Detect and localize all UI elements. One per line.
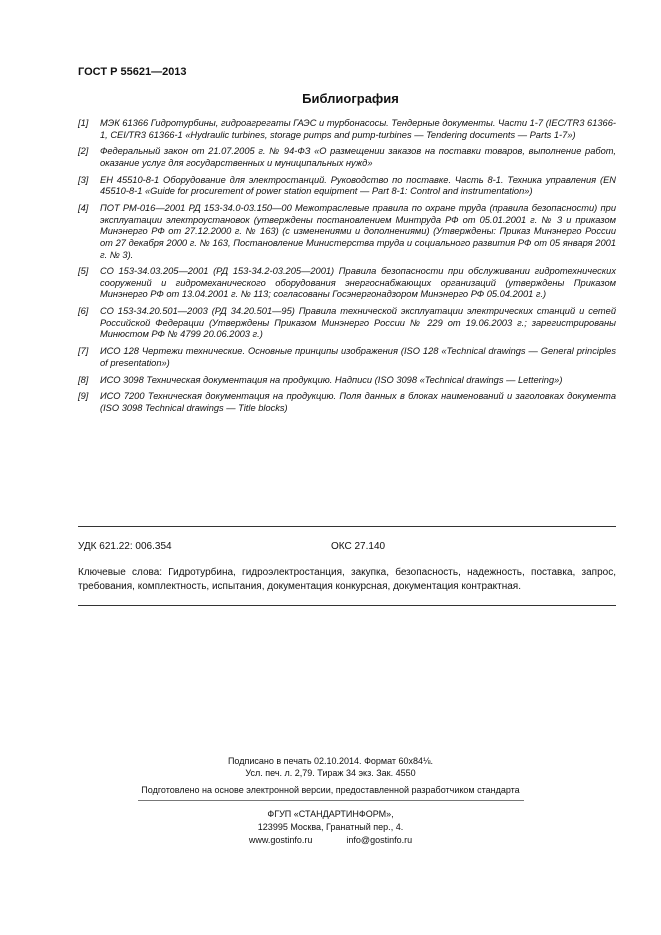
reference-item	[78, 391, 616, 414]
reference-item	[78, 146, 616, 169]
reference-number: [9]	[78, 391, 89, 402]
reference-number: [4]	[78, 203, 89, 214]
reference-text: ИСО 128 Чертежи технические. Основные принципы изображения (ISO 128 «Technical drawings — General principles of presentation»)	[100, 346, 616, 368]
keywords: Ключевые слова: Гидротурбина, гидроэлектростанция, закупка, безопасность, надежность, поставка, запрос, требования, комплектность, испытания, документация конкурсная, документация контрактная.	[78, 567, 616, 592]
print-info: Усл. печ. л. 2,79. Тираж 34 экз. Зак. 4550	[245, 768, 416, 778]
reference-text: ЕН 45510-8-1 Оборудование для электростанций. Руководство по поставке. Часть 8-1. Техника управления (EN 45510-8-1 «Guide for procurement of power station equipment — Part 8-1: Control and instrumentation»)	[100, 174, 616, 197]
reference-text: СО 153-34.03.205—2001 (РД 153-34.2-03.205—2001) Правила безопасности при обслуживании гидротехнических сооружений и гидромеханического оборудования энергоснабжающих организаций (утверждены Приказом Минэнерго РФ от 13.04.2001 г. № 113; согласованы Госэнергонадзором Минэнерго РФ 05.04.2001 г.)	[100, 266, 616, 300]
publisher-address: 123995 Москва, Гранатный пер., 4.	[257, 822, 404, 832]
website-link[interactable]: www.gostinfo.ru	[248, 835, 313, 845]
reference-item	[78, 203, 616, 261]
divider	[78, 526, 616, 527]
reference-item	[78, 175, 616, 198]
reference-text: ИСО 3098 Техническая документация на продукцию. Надписи (ISO 3098 «Technical drawings — Lettering»)	[100, 374, 563, 385]
reference-text: СО 153-34.20.501—2003 (РД 34.20.501—95) Правила технической эксплуатации электрических станций и сетей Российской Федерации (Утверждены Приказом Минэнерго России № 229 от 19.06.2003 г.; зарегистрированы Минюстом РФ № 4799 20.06.2003 г.)	[100, 306, 616, 340]
divider	[138, 800, 524, 801]
bibliography-title: Библиография	[302, 91, 399, 106]
reference-item	[78, 375, 616, 387]
reference-text: МЭК 61366 Гидротурбины, гидроагрегаты ГАЭС и турбонасосы. Тендерные документы. Части 1-7 (IEC/TR3 61366-1, CEI/TR3 61366-1 «Hydraulic turbines, storage pumps and pump-turbines — Tendering documents — Parts 1-7»)	[100, 118, 616, 140]
divider	[78, 605, 616, 606]
signed-to-print: Подписано в печать 02.10.2014. Формат 60x84⅛.	[227, 756, 434, 766]
udc-code: УДК 621.22: 006.354	[78, 541, 172, 552]
reference-number: [6]	[78, 306, 89, 317]
reference-text: ПОТ РМ-016—2001 РД 153-34.0-03.150—00 Межотраслевые правила по охране труда (правила безопасности) при эксплуатации электроустановок (утверждены постановлением Минтруда РФ от 05.01.2001 г. № 3 и приказом Минэнерго РФ от 27.12.2000 г. № 163) (с изменениями и дополнениями) (Утверждены: Приказ Минэнерго России от 27 декабря 2000 г. № 163, Постановление Министерства труда и социального развития РФ от 05 января 2001 г. № 3).	[100, 203, 616, 260]
reference-item	[78, 118, 616, 141]
reference-number: [8]	[78, 374, 89, 385]
publisher-name: ФГУП «СТАНДАРТИНФОРМ»,	[267, 809, 394, 819]
prepared-note: Подготовлено на основе электронной версии, предоставленной разработчиком стандарта	[141, 785, 520, 795]
oks-code: ОКС 27.140	[331, 541, 386, 552]
publisher-contacts	[0, 834, 661, 846]
reference-number: [5]	[78, 266, 89, 277]
reference-number: [7]	[78, 346, 89, 357]
bibliography-list	[78, 118, 616, 420]
reference-item	[78, 346, 616, 369]
reference-item	[78, 266, 616, 301]
reference-number: [2]	[78, 146, 89, 157]
reference-text: ИСО 7200 Техническая документация на продукцию. Поля данных в блоках наименований и заголовках документа (ISO 3098 Technical drawings — Title blocks)	[100, 391, 616, 413]
reference-number: [1]	[78, 118, 89, 128]
email-link[interactable]: info@gostinfo.ru	[346, 835, 413, 845]
reference-text: Федеральный закон от 21.07.2005 г. № 94-ФЗ «О размещении заказов на поставки товаров, выполнение работ, оказание услуг для государственных и муниципальных нужд»	[100, 146, 616, 168]
standard-code: ГОСТ Р 55621—2013	[78, 66, 187, 78]
reference-item	[78, 306, 616, 341]
reference-number: [3]	[78, 174, 89, 185]
